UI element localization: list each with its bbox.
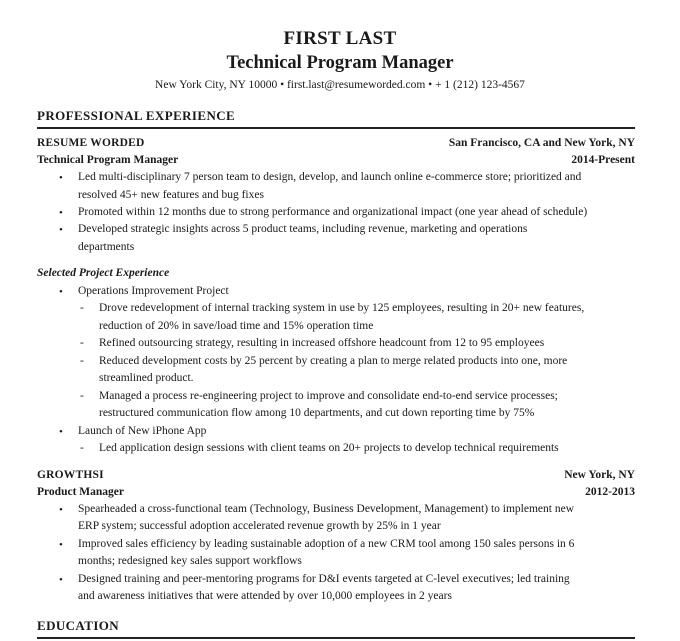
job-dates: 2012-2013 [585, 486, 635, 498]
bullet-icon: • [59, 504, 63, 516]
project-name: Operations Improvement Project [78, 285, 229, 297]
contact-line: New York City, NY 10000 • first.last@resumeworded.com • + 1 (212) 123-4567 [155, 79, 525, 91]
section-divider [37, 127, 635, 129]
dash-icon: - [80, 337, 84, 349]
company-name: GROWTHSI [37, 469, 104, 481]
candidate-title: Technical Program Manager [226, 53, 454, 73]
job-location: New York, NY [564, 469, 635, 481]
job-location: San Francisco, CA and New York, NY [448, 137, 635, 149]
dash-icon: - [80, 390, 84, 402]
bullet-text: months; redesigned key sales support workflows [78, 555, 302, 567]
job-role: Technical Program Manager [37, 154, 179, 166]
section-heading-experience: PROFESSIONAL EXPERIENCE [37, 108, 236, 123]
bullet-text: Led multi-disciplinary 7 person team to design, develop, and launch online e-commerce store; prioritized and [78, 171, 582, 183]
bullet-icon: • [59, 172, 63, 184]
dash-icon: - [80, 442, 84, 454]
section-heading-education: EDUCATION [37, 618, 120, 633]
company-name: RESUME WORDED [37, 137, 145, 149]
section-divider [37, 637, 635, 639]
bullet-icon: • [59, 574, 63, 586]
project-item-text: restructured communication flow among 10 departments, and cut down reporting time by 75% [99, 407, 535, 419]
bullet-text: Designed training and peer-mentoring programs for D&I events targeted at C-level executives; led training [78, 573, 570, 585]
bullet-text: Spearheaded a cross-functional team (Technology, Business Development, Management) to implement new [78, 503, 574, 515]
bullet-text: and awareness initiatives that were attended by over 10,000 employees in 2 years [78, 590, 452, 602]
project-item-text: Drove redevelopment of internal tracking system in use by 125 employees, resulting in 20+ new features, [99, 302, 585, 314]
project-name: Launch of New iPhone App [78, 425, 207, 437]
project-item-text: Reduced development costs by 25 percent by creating a plan to merge related products into one, more [99, 355, 568, 367]
job-role: Product Manager [37, 486, 124, 498]
projects-subheading: Selected Project Experience [37, 267, 170, 279]
bullet-text: ERP system; successful adoption accelerated revenue growth by 25% in 1 year [78, 520, 441, 532]
dash-icon: - [80, 355, 84, 367]
bullet-text: Developed strategic insights across 5 product teams, including revenue, marketing and operations [78, 223, 528, 235]
project-item-text: streamlined product. [99, 372, 194, 384]
project-item-text: Managed a process re-engineering project to improve and consolidate end-to-end service processes; [99, 390, 558, 402]
bullet-text: departments [78, 241, 135, 253]
job-dates: 2014-Present [571, 154, 635, 166]
dash-icon: - [80, 302, 84, 314]
bullet-text: resolved 45+ new features and bug fixes [78, 189, 264, 201]
project-item-text: reduction of 20% in save/load time and 15% operation time [99, 320, 374, 332]
bullet-text: Improved sales efficiency by leading sustainable adoption of a new CRM tool among 150 sales persons in 6 [78, 538, 575, 550]
bullet-icon: • [59, 224, 63, 236]
candidate-name: FIRST LAST [283, 28, 397, 49]
bullet-icon: • [59, 539, 63, 551]
bullet-icon: • [59, 286, 63, 298]
bullet-text: Promoted within 12 months due to strong performance and organizational impact (one year ahead of schedule) [78, 206, 588, 218]
project-item-text: Refined outsourcing strategy, resulting in increased offshore headcount from 12 to 95 employees [99, 337, 545, 349]
project-item-text: Led application design sessions with client teams on 20+ projects to develop technical requirements [99, 442, 559, 454]
bullet-icon: • [59, 426, 63, 438]
bullet-icon: • [59, 207, 63, 219]
